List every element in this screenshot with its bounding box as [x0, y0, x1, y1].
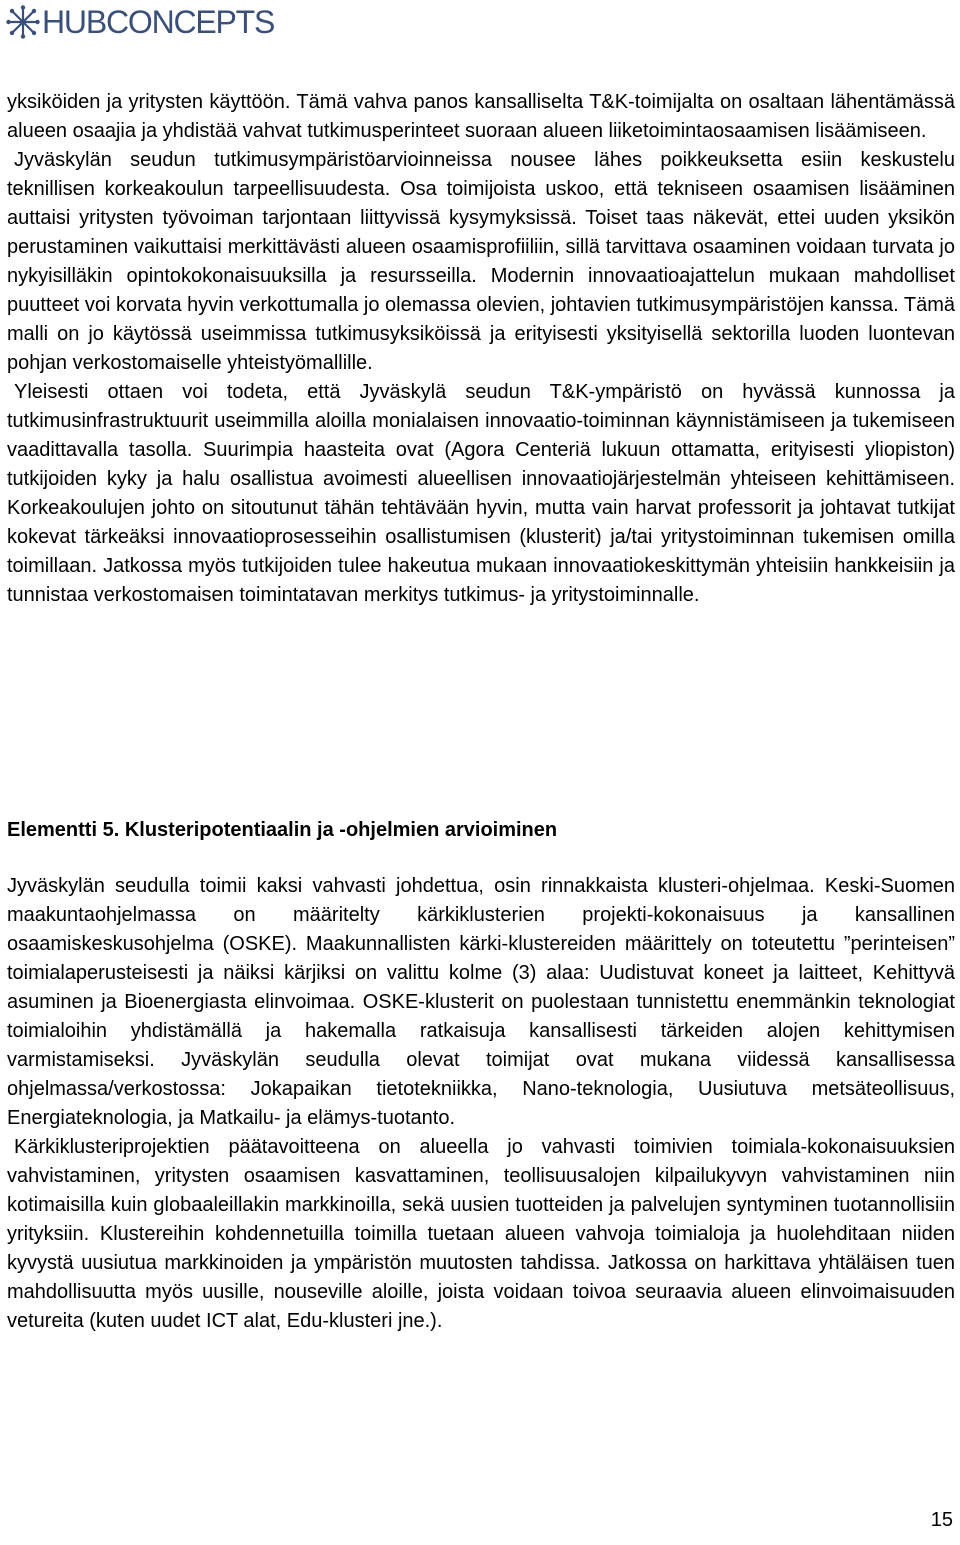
- section-heading: Elementti 5. Klusteripotentiaalin ja -ohjelmien arvioiminen: [7, 819, 558, 841]
- paragraph-continuation: yksiköiden ja yritysten käyttöön. Tämä vahva panos kansalliselta T&K-toimijalta on osaltaan lähentämässä alueen osaajia ja yhdistää vahvat tutkimusperinteet suoraan alueen liiketoimintaosaamisen lisäämiseen.: [7, 91, 955, 142]
- paragraph-research-environment: Jyväskylän seudun tutkimusympäristöarvioinneissa nousee lähes poikkeuksetta esiin keskustelu teknillisen korkeakoulun tarpeellisuudesta. Osa toimijoista uskoo, että tekniseen osaamisen lisääminen auttaisi yritysten työvoiman tarjontaan liittyvissä kysymyksissä. Toiset taas näkevät, ettei uuden yksikön perustaminen vaikuttaisi merkittävästi alueen osaamisprofiiliin, sillä tarvittava osaaminen voidaan turvata jo nykyisilläkin opintokokonaisuuksilla ja resursseilla. Modernin innovaatioajattelun mukaan mahdolliset puutteet voi korvata hyvin verkottumalla jo olemassa olevien, johtavien tutkimusympäristöjen kanssa. Tämä malli on jo käytössä useimmissa tutkimusyksiköissä ja erityisesti yksityisellä sektorilla luoden luontevan pohjan verkostomaiselle yhteistyömallille.: [7, 149, 955, 374]
- page-number: 15: [930, 1509, 953, 1531]
- body-text: [7, 88, 955, 610]
- section-body-text: [7, 872, 955, 1336]
- logo-wordmark: HUBCONCEPTS: [42, 4, 275, 40]
- paragraph-rd-summary: Yleisesti ottaen voi todeta, että Jyväskylä seudun T&K-ympäristö on hyvässä kunnossa ja tutkimusinfrastruktuurit useimmilla aloilla monialaisen innovaatio-toiminnan käynnistämiseen ja tukemiseen vaadittavalla tasolla. Suurimpia haasteita ovat (Agora Centeriä lukuun ottamatta, erityisesti yliopiston) tutkijoiden kyky ja halu osallistua avoimesti alueellisen innovaatiojärjestelmän yhteiseen kehittämiseen. Korkeakoulujen johto on sitoutunut tähän tehtävään hyvin, mutta vain harvat professorit ja johtavat tutkijat kokevat tärkeäksi innovaatioprosesseihin osallistumisen (klusterit) ja/tai yritystoiminnan tukemisen omilla toimillaan. Jatkossa myös tutkijoiden tulee hakeutua mukaan innovaatiokeskittymän yhteisiin hankkeisiin ja tunnistaa verkostomaisen toimintatavan merkitys tutkimus- ja yritystoiminnalle.: [7, 381, 955, 606]
- paragraph-cluster-goals: Kärkiklusteriprojektien päätavoitteena on alueella jo vahvasti toimivien toimiala-kokonaisuuksien vahvistaminen, yritysten osaamisen kasvattaminen, teollisuusalojen kilpailukyvyn vahvistaminen niin kotimaisilla kuin globaaleillakin markkinoilla, sekä uusien tuotteiden ja palvelujen syntyminen tuotannollisiin yrityksiin. Klustereihin kohdennetuilla toimilla tuetaan alueen vahvoja toimialoja ja huolehditaan niiden kyvystä uusiutua markkinoiden ja ympäristön muutosten tahdissa. Jatkossa on harkittava yhtäläisen tuen mahdollisuutta myös uusille, nouseville aloille, joista voidaan toivoa seuraavia alueen elinvoimaisuuden vetureita (kuten uudet ICT alat, Edu-klusteri jne.).: [7, 1136, 955, 1332]
- hub-starburst-icon: [6, 5, 40, 39]
- company-logo: [6, 2, 274, 42]
- paragraph-cluster-programs: Jyväskylän seudulla toimii kaksi vahvasti johdettua, osin rinnakkaista klusteri-ohjelmaa. Keski-Suomen maakuntaohjelmassa on määritelty kärkiklusterien projekti-kokonaisuus ja kansallinen osaamiskeskusohjelma (OSKE). Maakunnallisten kärki-klustereiden määrittely on toteutettu ”perinteisen” toimialaperusteisesti ja näiksi kärjiksi on valittu kolme (3) alaa: Uudistuvat koneet ja laitteet, Kehittyvä asuminen ja Bioenergiasta elinvoimaa. OSKE-klusterit on puolestaan tunnistettu enemmänkin teknologiat toimialoihin yhdistämällä ja hakemalla ratkaisuja kansallisesti tärkeiden alojen kehittymisen varmistamiseksi. Jyväskylän seudulla olevat toimijat ovat mukana viidessä kansallisessa ohjelmassa/verkostossa: Jokapaikan tietotekniikka, Nano-teknologia, Uusiutuva metsäteollisuus, Energiateknologia, ja Matkailu- ja elämys-tuotanto.: [7, 875, 955, 1129]
